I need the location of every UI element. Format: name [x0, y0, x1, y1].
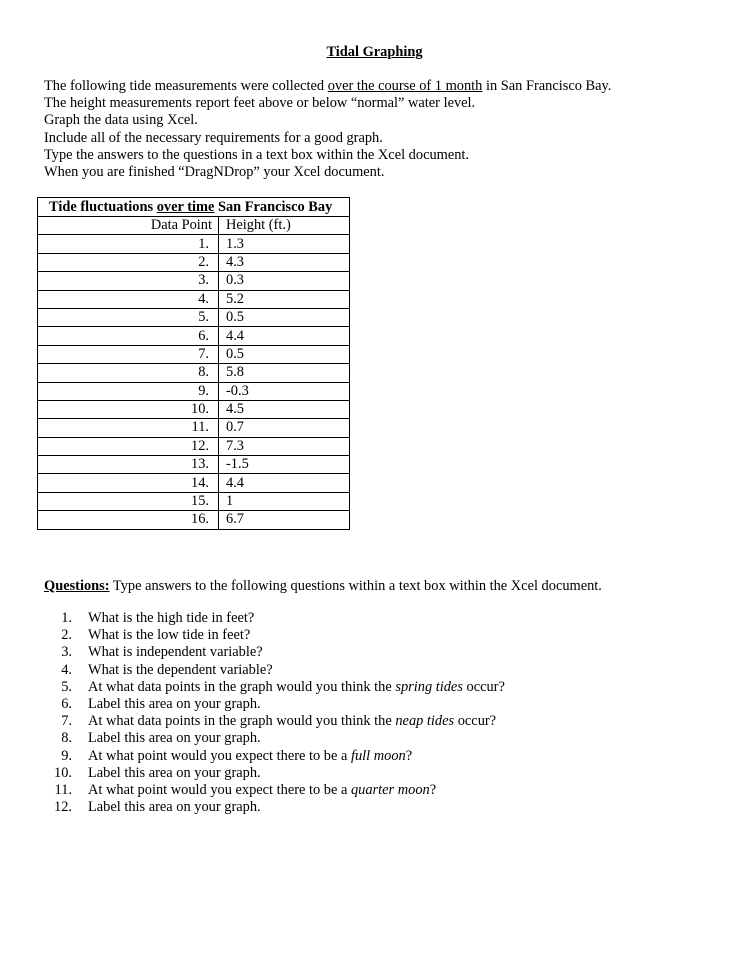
- data-point-cell: 3.: [38, 272, 219, 290]
- questions-instruction-text: Type answers to the following questions within a text box within the Xcel document.: [109, 578, 602, 594]
- question-number: 1.: [61, 610, 72, 626]
- question-item: [44, 713, 505, 730]
- height-cell: 0.5: [219, 308, 350, 326]
- question-item: [44, 610, 505, 627]
- question-text-pre: At what point would you expect there to be a: [88, 747, 351, 764]
- question-text-pre: What is independent variable?: [88, 644, 263, 661]
- question-text-pre: Label this area on your graph.: [88, 730, 261, 747]
- question-item: [44, 679, 505, 696]
- intro-line-6: When you are finished “DragNDrop” your Xcel document.: [44, 164, 385, 181]
- table-row: [38, 364, 350, 382]
- question-text: [88, 696, 261, 712]
- table-header-post: San Francisco Bay: [214, 198, 333, 215]
- question-text-pre: At what data points in the graph would you think the: [88, 678, 396, 695]
- question-text-pre: At what data points in the graph would you think the: [88, 713, 396, 730]
- table-row: [38, 345, 350, 363]
- table-header-underlined: over time: [156, 198, 215, 215]
- question-number: 7.: [61, 713, 72, 730]
- question-text: [88, 662, 273, 678]
- question-text: [88, 610, 254, 626]
- intro-line-1-pre: The following tide measurements were collected: [44, 78, 328, 94]
- question-text-pre: What is the dependent variable?: [88, 661, 273, 678]
- question-text-post: ?: [405, 747, 413, 764]
- table-row: [38, 290, 350, 308]
- question-text-emphasis: full moon: [350, 747, 406, 764]
- height-cell: 7.3: [219, 437, 350, 455]
- height-cell: 6.7: [219, 511, 350, 529]
- data-point-cell: 13.: [38, 456, 219, 474]
- data-point-cell: 10.: [38, 400, 219, 418]
- question-text-post: occur?: [454, 713, 497, 730]
- intro-line-2: The height measurements report feet above or below “normal” water level.: [44, 95, 476, 112]
- question-number: 8.: [61, 730, 72, 747]
- height-cell: 4.3: [219, 253, 350, 271]
- column-header-data-point: Data Point: [38, 217, 219, 235]
- table-row: [38, 492, 350, 510]
- intro-line-3: Graph the data using Xcel.: [44, 112, 198, 129]
- table-row: [38, 382, 350, 400]
- table-row: [38, 400, 350, 418]
- intro-paragraph: [44, 78, 724, 181]
- table-header: [38, 198, 350, 217]
- question-item: [44, 799, 505, 816]
- data-point-cell: 2.: [38, 253, 219, 271]
- question-number: 6.: [61, 696, 72, 713]
- question-item: [44, 730, 505, 747]
- question-number: 11.: [54, 782, 72, 799]
- table-row: [38, 474, 350, 492]
- intro-line-5: Type the answers to the questions in a text box within the Xcel document.: [44, 146, 470, 163]
- height-cell: 0.5: [219, 345, 350, 363]
- table-column-header-row: [38, 217, 350, 235]
- intro-line-4: Include all of the necessary requirements for a good graph.: [44, 129, 383, 146]
- height-cell: 4.4: [219, 474, 350, 492]
- question-text-pre: Label this area on your graph.: [88, 799, 261, 816]
- table-row: [38, 308, 350, 326]
- data-point-cell: 1.: [38, 235, 219, 253]
- table-row: [38, 235, 350, 253]
- question-text-pre: Label this area on your graph.: [88, 696, 261, 713]
- questions-label: Questions:: [44, 578, 110, 594]
- height-cell: 1.3: [219, 235, 350, 253]
- height-cell: 4.5: [219, 400, 350, 418]
- question-number: 9.: [61, 747, 72, 764]
- height-cell: 1: [219, 492, 350, 510]
- table-row: [38, 456, 350, 474]
- height-cell: 4.4: [219, 327, 350, 345]
- question-item: [44, 662, 505, 679]
- tide-data-table: [37, 197, 350, 530]
- table-row: [38, 437, 350, 455]
- question-number: 3.: [61, 644, 72, 661]
- height-cell: 5.2: [219, 290, 350, 308]
- question-text-pre: At what point would you expect there to be a: [88, 782, 351, 799]
- height-cell: 0.7: [219, 419, 350, 437]
- question-text-pre: What is the high tide in feet?: [88, 610, 255, 626]
- question-text: [88, 782, 436, 798]
- table-row: [38, 272, 350, 290]
- height-cell: 0.3: [219, 272, 350, 290]
- data-point-cell: 4.: [38, 290, 219, 308]
- question-text: [88, 644, 263, 660]
- data-point-cell: 7.: [38, 345, 219, 363]
- question-item: [44, 627, 505, 644]
- question-text: [88, 627, 250, 643]
- question-text: [88, 799, 261, 815]
- data-point-cell: 14.: [38, 474, 219, 492]
- intro-line-1-underlined: over the course of 1 month: [327, 78, 483, 94]
- data-point-cell: 15.: [38, 492, 219, 510]
- question-text-emphasis: quarter moon: [350, 782, 430, 799]
- question-text-emphasis: neap tides: [395, 713, 455, 730]
- question-text: [88, 748, 412, 764]
- table-row: [38, 253, 350, 271]
- question-item: [44, 765, 505, 782]
- question-item: [44, 696, 505, 713]
- question-number: 12.: [54, 799, 72, 816]
- intro-line-1-post: in San Francisco Bay.: [482, 78, 612, 94]
- data-point-cell: 16.: [38, 511, 219, 529]
- column-header-height: Height (ft.): [219, 217, 350, 235]
- questions-list: [44, 610, 505, 816]
- height-cell: -0.3: [219, 382, 350, 400]
- question-text-pre: What is the low tide in feet?: [88, 627, 251, 644]
- question-item: [44, 782, 505, 799]
- question-number: 2.: [61, 627, 72, 644]
- question-item: [44, 748, 505, 765]
- question-text-post: occur?: [462, 678, 505, 695]
- question-text: [88, 730, 261, 746]
- question-number: 10.: [54, 764, 72, 781]
- question-text-pre: Label this area on your graph.: [88, 764, 261, 781]
- data-point-cell: 5.: [38, 308, 219, 326]
- question-text: [88, 765, 261, 781]
- data-point-cell: 6.: [38, 327, 219, 345]
- data-point-cell: 9.: [38, 382, 219, 400]
- question-text: [88, 713, 496, 729]
- question-number: 5.: [61, 678, 72, 695]
- table-header-row: [38, 198, 350, 217]
- table-header-pre: Tide fluctuations: [49, 198, 157, 215]
- data-point-cell: 11.: [38, 419, 219, 437]
- question-number: 4.: [61, 661, 72, 678]
- question-item: [44, 644, 505, 661]
- question-text-post: ?: [429, 782, 437, 799]
- table-row: [38, 327, 350, 345]
- question-text: [88, 679, 505, 695]
- table-row: [38, 419, 350, 437]
- question-text-emphasis: spring tides: [395, 678, 463, 695]
- intro-line-1: [44, 78, 724, 95]
- table-row: [38, 511, 350, 529]
- height-cell: 5.8: [219, 364, 350, 382]
- page-title: Tidal Graphing: [326, 44, 423, 60]
- height-cell: -1.5: [219, 456, 350, 474]
- data-point-cell: 12.: [38, 437, 219, 455]
- questions-instruction: [44, 578, 734, 595]
- data-point-cell: 8.: [38, 364, 219, 382]
